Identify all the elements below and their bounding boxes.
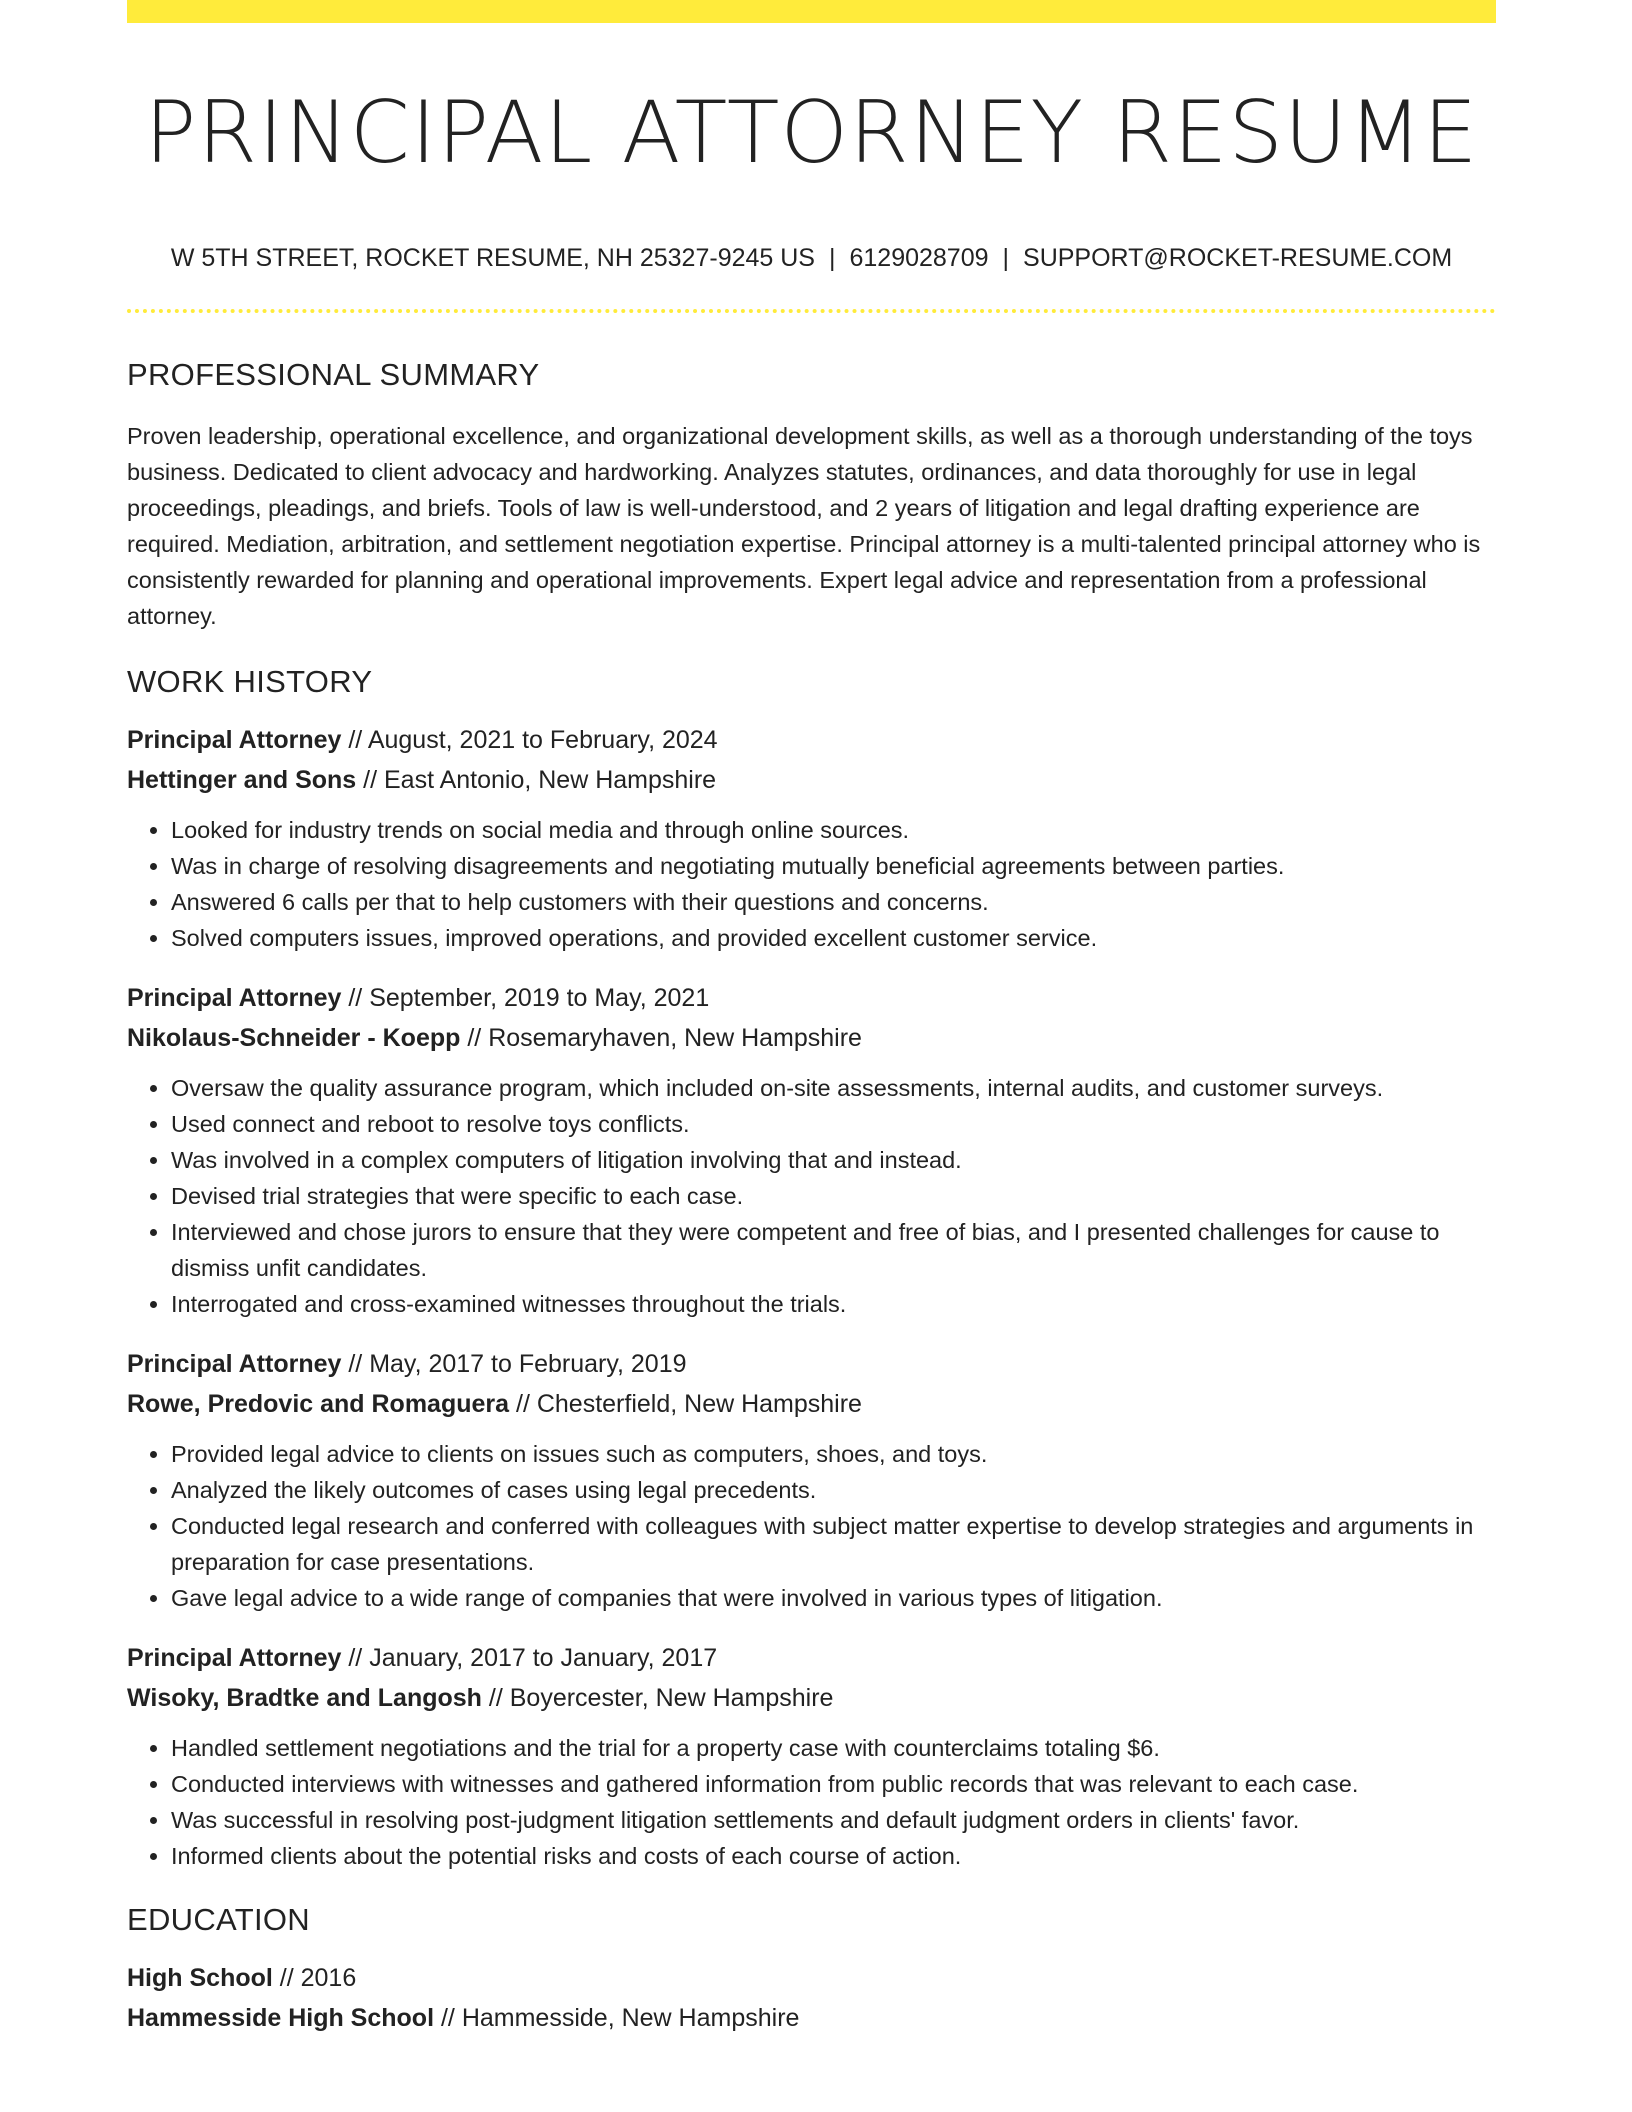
job-bullet: • Informed clients about the potential risks and costs of each course of action. [171, 1838, 1496, 1874]
job-bullet: • Conducted legal research and conferred with colleagues with subject matter expertise to develop strategies and arguments in preparation for case presentations. [171, 1508, 1496, 1580]
education-entry [127, 1958, 1496, 2038]
job-bullet: • Analyzed the likely outcomes of cases using legal precedents. [171, 1472, 1496, 1508]
contact-email: SUPPORT@ROCKET-RESUME.COM [1023, 244, 1453, 272]
education-school: Hammesside High School [127, 2004, 435, 2032]
job-bullets [127, 812, 1496, 956]
job-separator: // [356, 766, 384, 794]
job-bullet: • Interviewed and chose jurors to ensure that they were competent and free of bias, and I presented challenges for cause to dismiss unfit candidates. [171, 1214, 1496, 1286]
education-separator: // [434, 2004, 462, 2032]
job-bullet: • Solved computers issues, improved operations, and provided excellent customer service. [171, 920, 1496, 956]
job-company-line [127, 1678, 1496, 1718]
job-separator: // [341, 1644, 370, 1672]
job-dates: August, 2021 to February, 2024 [367, 726, 718, 754]
job-title: Principal Attorney [127, 984, 342, 1012]
resume-page [127, 0, 1496, 2038]
job-company-line [127, 1018, 1496, 1058]
job-title: Principal Attorney [127, 1644, 342, 1672]
job-company: Wisoky, Bradtke and Langosh [127, 1684, 482, 1712]
job-dates: September, 2019 to May, 2021 [369, 984, 710, 1012]
job-bullet: • Used connect and reboot to resolve toys conflicts. [171, 1106, 1496, 1142]
education-year: 2016 [300, 1964, 357, 1992]
job-bullet: • Was in charge of resolving disagreements and negotiating mutually beneficial agreements between parties. [171, 848, 1496, 884]
job-entry [127, 720, 1496, 956]
job-separator: // [481, 1684, 510, 1712]
job-dates: January, 2017 to January, 2017 [369, 1644, 718, 1672]
education-separator: // [272, 1964, 301, 1992]
job-bullet: • Was successful in resolving post-judgment litigation settlements and default judgment orders in clients' favor. [171, 1802, 1496, 1838]
job-title-line [127, 1638, 1496, 1678]
job-separator: // [509, 1390, 537, 1418]
work-history-list [127, 720, 1496, 1874]
summary-text: Proven leadership, operational excellence, and organizational development skills, as well as a thorough understanding of the toys business. Dedicated to client advocacy and hardworking. Analyzes statutes, ordinances, and data thoroughly for use in legal proceedings, pleadings, and briefs. Tools of law is well-understood, and 2 years of litigation and legal drafting experience are required. Mediation, arbitration, and settlement negotiation expertise. Principal attorney is a multi-talented principal attorney who is consistently rewarded for planning and operational improvements. Expert legal advice and representation from a professional attorney. [127, 423, 1481, 629]
job-bullet: • Gave legal advice to a wide range of companies that were involved in various types of litigation. [171, 1580, 1496, 1616]
contact-separator: | [1002, 244, 1010, 272]
job-entry [127, 1344, 1496, 1616]
job-bullet: • Interrogated and cross-examined witnesses throughout the trials. [171, 1286, 1496, 1322]
top-accent-bar [127, 0, 1496, 23]
job-location: Rosemaryhaven, New Hampshire [488, 1024, 862, 1052]
job-bullets [127, 1070, 1496, 1322]
job-company-line [127, 760, 1496, 800]
job-bullet: • Devised trial strategies that were specific to each case. [171, 1178, 1496, 1214]
job-bullet: • Answered 6 calls per that to help customers with their questions and concerns. [171, 884, 1496, 920]
job-separator: // [341, 726, 368, 754]
contact-separator: | [828, 244, 836, 272]
contact-phone: 6129028709 [849, 244, 989, 272]
job-bullet: • Oversaw the quality assurance program, which included on-site assessments, internal audits, and customer surveys. [171, 1070, 1496, 1106]
job-location: East Antonio, New Hampshire [383, 766, 717, 794]
job-company: Nikolaus-Schneider - Koepp [127, 1024, 461, 1052]
job-location: Chesterfield, New Hampshire [536, 1390, 862, 1418]
education-location: Hammesside, New Hampshire [461, 2004, 800, 2032]
education-school-line [127, 1998, 1496, 2038]
job-entry [127, 978, 1496, 1322]
job-title: Principal Attorney [127, 1350, 342, 1378]
job-bullet: • Looked for industry trends on social media and through online sources. [171, 812, 1496, 848]
job-separator: // [460, 1024, 489, 1052]
contact-line [127, 243, 1496, 273]
job-company: Rowe, Predovic and Romaguera [127, 1390, 510, 1418]
job-location: Boyercester, New Hampshire [509, 1684, 834, 1712]
job-company-line [127, 1384, 1496, 1424]
job-dates: May, 2017 to February, 2019 [369, 1350, 687, 1378]
education-degree: High School [127, 1964, 273, 1992]
job-entry [127, 1638, 1496, 1874]
job-title-line [127, 720, 1496, 760]
job-title: Principal Attorney [127, 726, 342, 754]
work-history-heading: WORK HISTORY [127, 664, 373, 699]
job-bullet: • Provided legal advice to clients on issues such as computers, shoes, and toys. [171, 1436, 1496, 1472]
job-bullet: • Was involved in a complex computers of litigation involving that and instead. [171, 1142, 1496, 1178]
education-degree-line [127, 1958, 1496, 1998]
job-separator: // [341, 984, 370, 1012]
job-separator: // [341, 1350, 370, 1378]
job-title-line [127, 978, 1496, 1018]
job-bullet: • Conducted interviews with witnesses and gathered information from public records that was relevant to each case. [171, 1766, 1496, 1802]
education-heading: EDUCATION [127, 1902, 310, 1937]
dotted-divider [127, 309, 1496, 313]
resume-title: PRINCIPAL ATTORNEY RESUME [144, 83, 1479, 183]
job-bullet: • Handled settlement negotiations and the trial for a property case with counterclaims totaling $6. [171, 1730, 1496, 1766]
summary-heading: PROFESSIONAL SUMMARY [127, 357, 540, 392]
job-title-line [127, 1344, 1496, 1384]
job-bullets [127, 1436, 1496, 1616]
job-bullets [127, 1730, 1496, 1874]
contact-address: W 5TH STREET, ROCKET RESUME, NH 25327-9245 US [170, 244, 815, 272]
job-company: Hettinger and Sons [127, 766, 357, 794]
